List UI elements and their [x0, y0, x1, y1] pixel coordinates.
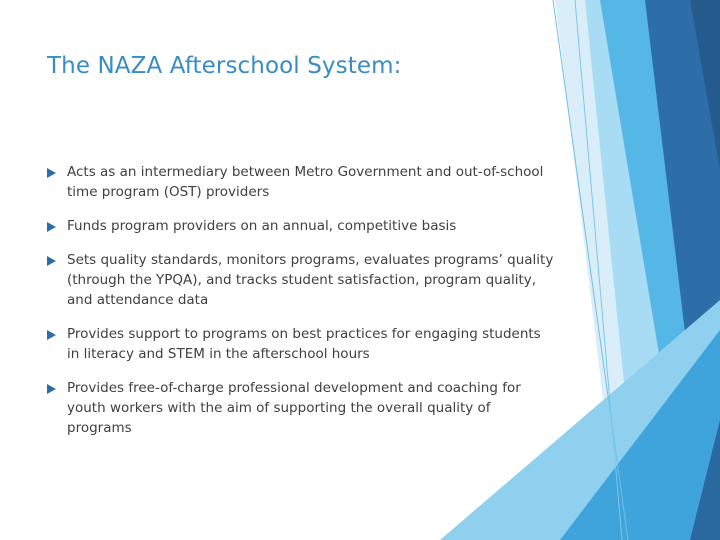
- list-item: [47, 162, 557, 202]
- triangle-right-icon: [47, 330, 56, 340]
- slide-title: The NAZA Afterschool System:: [47, 53, 402, 79]
- list-item: [47, 324, 557, 364]
- triangle-right-icon: [47, 384, 56, 394]
- triangle-right-icon: [47, 256, 56, 266]
- bullet-list: [47, 162, 557, 452]
- list-item: [47, 378, 557, 438]
- triangle-right-icon: [47, 222, 56, 232]
- bullet-text: Provides free-of-charge professional development and coaching for youth workers with the aim of supporting the overall quality of programs: [67, 380, 521, 436]
- bullet-text: Acts as an intermediary between Metro Government and out-of-school time program (OST) providers: [67, 164, 544, 200]
- bullet-text: Funds program providers on an annual, competitive basis: [67, 218, 457, 234]
- triangle-right-icon: [47, 168, 56, 178]
- bullet-text: Provides support to programs on best practices for engaging students in literacy and STEM in the afterschool hours: [67, 326, 541, 362]
- bullet-text: Sets quality standards, monitors programs, evaluates programs’ quality (through the YPQA), and tracks student satisfaction, program quality, and attendance data: [67, 252, 554, 308]
- list-item: [47, 250, 557, 310]
- list-item: [47, 216, 557, 236]
